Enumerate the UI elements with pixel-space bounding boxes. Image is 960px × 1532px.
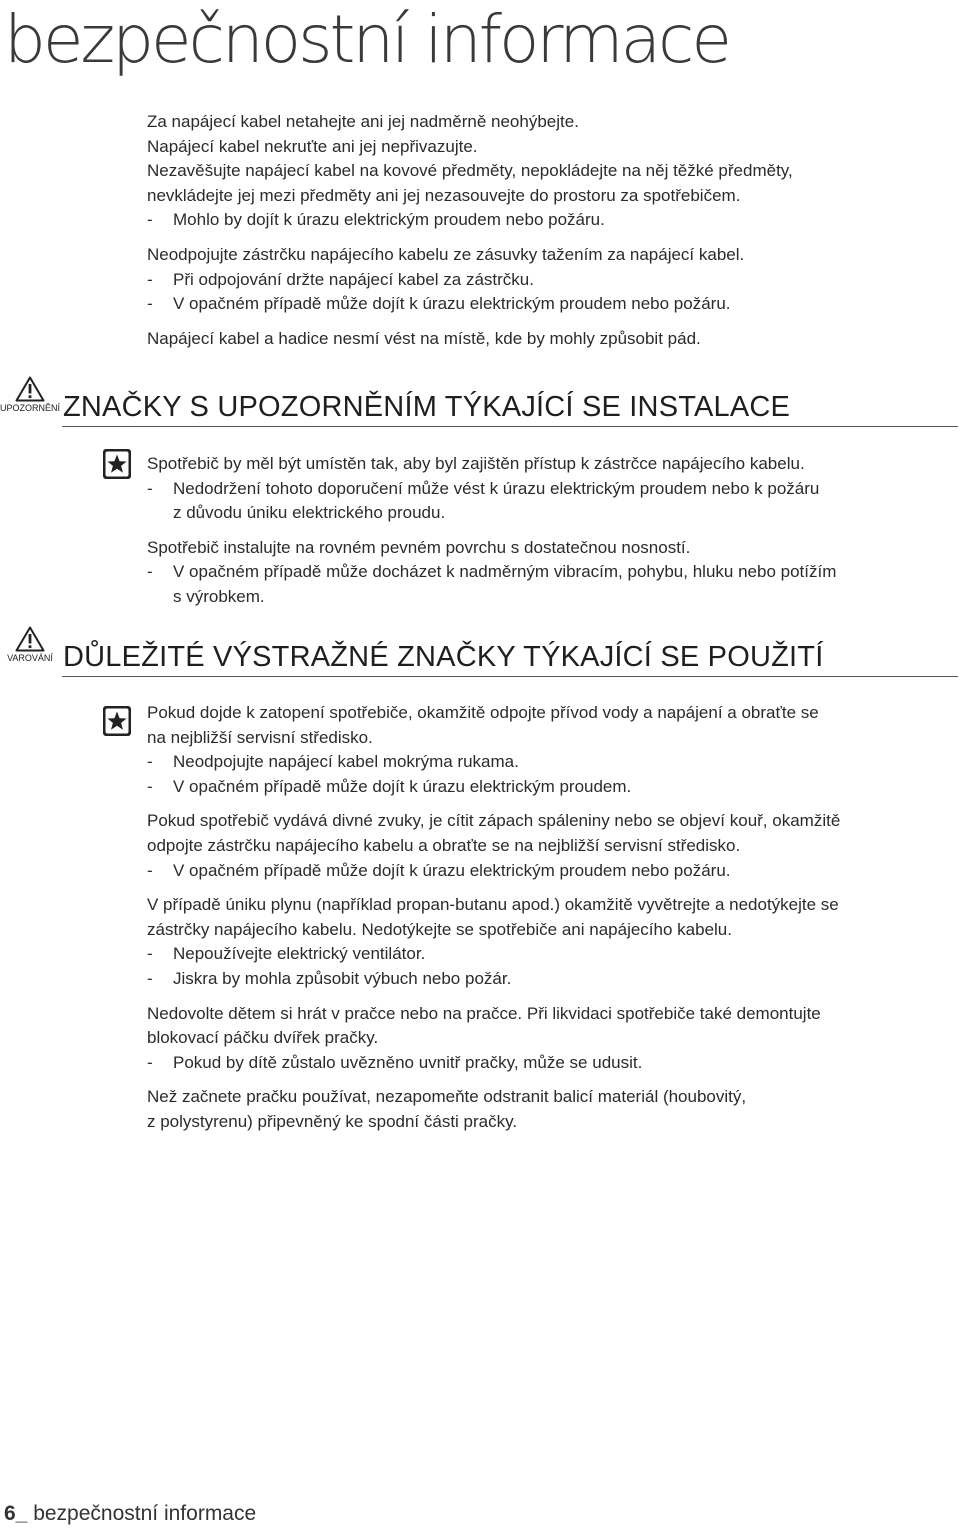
bullet-continuation: s výrobkem. — [173, 586, 265, 606]
star-box-icon — [103, 706, 131, 736]
bullet-item: - Nepoužívejte elektrický ventilátor. — [147, 944, 426, 964]
page-title: bezpečnostní informace — [4, 1, 729, 78]
bullet-item: - Jiskra by mohla způsobit výbuch nebo požár. — [147, 968, 512, 988]
page-number: 6_ — [4, 1502, 28, 1525]
paragraph-line: Nedovolte dětem si hrát v pračce nebo na pračce. Při likvidaci spotřebiče také demontujte — [147, 1003, 821, 1023]
bullet-item: - V opačném případě může dojít k úrazu elektrickým proudem nebo požáru. — [147, 294, 731, 314]
paragraph-line: zástrčky napájecího kabelu. Nedotýkejte se spotřebiče ani napájecího kabelu. — [147, 919, 732, 939]
bullet-continuation: z důvodu úniku elektrického proudu. — [173, 503, 446, 523]
bullet-item: - Pokud by dítě zůstalo uvězněno uvnitř pračky, může se udusit. — [147, 1052, 643, 1072]
paragraph-line: V případě úniku plynu (například propan-butanu apod.) okamžitě vyvětrejte a nedotýkejte se — [147, 895, 839, 915]
page-footer — [4, 1502, 256, 1526]
section-divider — [62, 676, 958, 677]
intro-line: Napájecí kabel nekruťte ani jej nepřivazujte. — [147, 136, 478, 156]
section-title: ZNAČKY S UPOZORNĚNÍM TÝKAJÍCÍ SE INSTALACE — [63, 391, 791, 423]
use-block — [147, 701, 959, 1135]
bullet-item: - Při odpojování držte napájecí kabel za zástrčku. — [147, 269, 534, 289]
intro-block — [147, 110, 959, 351]
paragraph-line: Spotřebič by měl být umístěn tak, aby byl zajištěn přístup k zástrčce napájecího kabelu. — [147, 454, 805, 473]
paragraph-line: blokovací páčku dvířek pračky. — [147, 1028, 379, 1048]
bullet-item: - Mohlo by dojít k úrazu elektrickým proudem nebo požáru. — [147, 210, 605, 230]
paragraph-line: na nejbližší servisní středisko. — [147, 727, 373, 747]
paragraph-line: Pokud dojde k zatopení spotřebiče, okamžitě odpojte přívod vody a napájení a obraťte se — [147, 703, 819, 722]
bullet-item: - V opačném případě může dojít k úrazu elektrickým proudem nebo požáru. — [147, 860, 731, 880]
intro-line: nevkládejte jej mezi předměty ani jej nezasouvejte do prostoru za spotřebičem. — [147, 185, 741, 205]
intro-line: Nezavěšujte napájecí kabel na kovové předměty, nepokládejte na něj těžké předměty, — [147, 161, 793, 181]
section-divider — [62, 426, 958, 427]
paragraph-line: Než začnete pračku používat, nezapomeňte odstranit balicí materiál (houbovitý, — [147, 1087, 747, 1107]
star-box-icon — [103, 449, 131, 479]
paragraph-line: z polystyrenu) připevněný ke spodní části pračky. — [147, 1111, 518, 1131]
install-block — [147, 452, 959, 610]
intro-line: Napájecí kabel a hadice nesmí vést na místě, kde by mohly způsobit pád. — [147, 328, 701, 348]
intro-line: Neodpojujte zástrčku napájecího kabelu ze zásuvky tažením za napájecí kabel. — [147, 244, 745, 264]
intro-line: Za napájecí kabel netahejte ani jej nadměrně neohýbejte. — [147, 112, 579, 131]
bullet-item: - V opačném případě může docházet k nadměrným vibracím, pohybu, hluku nebo potížím — [147, 562, 837, 582]
paragraph-line: Spotřebič instalujte na rovném pevném povrchu s dostatečnou nosností. — [147, 537, 691, 557]
bullet-item: - V opačném případě může dojít k úrazu elektrickým proudem. — [147, 776, 632, 796]
warning-triangle-icon — [0, 376, 60, 413]
section-title: DŮLEŽITÉ VÝSTRAŽNÉ ZNAČKY TÝKAJÍCÍ SE POUŽITÍ — [63, 641, 824, 673]
bullet-item: - Neodpojujte napájecí kabel mokrýma rukama. — [147, 752, 519, 772]
footer-title: bezpečnostní informace — [33, 1502, 257, 1525]
warning-label: VAROVÁNÍ — [7, 653, 53, 663]
paragraph-line: odpojte zástrčku napájecího kabelu a obraťte se na nejbližší servisní středisko. — [147, 835, 741, 855]
paragraph-line: Pokud spotřebič vydává divné zvuky, je cítit zápach spáleniny nebo se objeví kouř, okamžitě — [147, 811, 841, 831]
warning-triangle-icon — [0, 626, 60, 663]
warning-label: UPOZORNĚNÍ — [0, 403, 61, 413]
bullet-item: - Nedodržení tohoto doporučení může vést k úrazu elektrickým proudem nebo k požáru — [147, 478, 820, 498]
